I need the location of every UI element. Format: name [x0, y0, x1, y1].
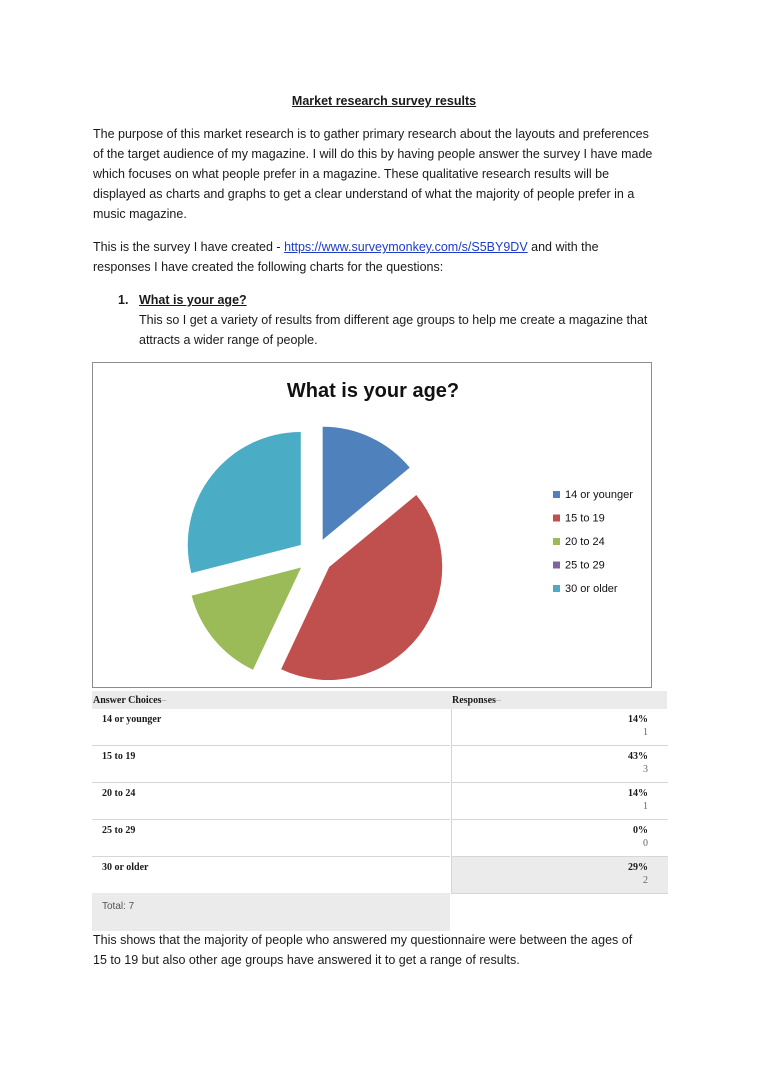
- row-percent: 14%: [628, 714, 648, 725]
- row-count: 3: [643, 764, 648, 775]
- legend-swatch: [553, 491, 560, 498]
- legend-label: 20 to 24: [565, 536, 605, 548]
- pie-slice-15-to-19: [281, 495, 442, 680]
- conclusion-line: This shows that the majority of people who answered my questionnaire were between the ages of: [93, 933, 633, 947]
- survey-line: [93, 237, 685, 257]
- question-number: 1.: [118, 293, 129, 307]
- header-answer-choices: Answer Choices–: [93, 695, 167, 706]
- table-total: [92, 893, 450, 931]
- header-responses: Responses–: [452, 695, 501, 706]
- legend-swatch: [553, 562, 560, 569]
- intro-line: music magazine.: [93, 207, 187, 221]
- legend-item: [553, 583, 618, 595]
- row-count: 2: [643, 875, 648, 886]
- survey-line-2: responses I have created the following charts for the questions:: [93, 260, 444, 274]
- intro-line: which focuses on what people prefer in a magazine. These qualitative research results will be: [93, 167, 610, 181]
- question-desc-line: This so I get a variety of results from different age groups to help me create a magazine that: [139, 313, 648, 327]
- page-title: Market research survey results: [291, 94, 477, 108]
- legend-label: 15 to 19: [565, 512, 605, 525]
- row-percent: 29%: [628, 862, 648, 873]
- intro-line: The purpose of this market research is to gather primary research about the layouts and preferences: [93, 127, 649, 141]
- pie-chart: [93, 363, 651, 687]
- row-percent: 0%: [633, 825, 648, 836]
- survey-link[interactable]: https://www.surveymonkey.com/s/S5BY9DV: [284, 240, 528, 254]
- intro-paragraph: [93, 124, 685, 224]
- total-label: Total: 7: [102, 901, 135, 912]
- question-description: [139, 310, 679, 350]
- question-desc-line: attracts a wider range of people.: [139, 333, 318, 347]
- row-label: 15 to 19: [102, 751, 136, 762]
- row-count: 1: [643, 727, 648, 738]
- survey-paragraph: [93, 237, 685, 277]
- chart-title: What is your age?: [286, 380, 460, 402]
- conclusion-line: 15 to 19 but also other age groups have answered it to get a range of results.: [93, 953, 520, 967]
- legend-swatch: [553, 515, 560, 522]
- row-label: 30 or older: [102, 862, 149, 873]
- survey-prefix: This is the survey I have created -: [93, 240, 285, 254]
- legend-label: 25 to 29: [565, 559, 605, 572]
- row-label: 25 to 29: [102, 825, 136, 836]
- legend-item: [553, 560, 605, 572]
- intro-line: displayed as charts and graphs to get a clear understand of what the majority of people prefer in a: [93, 187, 635, 201]
- question-heading: What is your age?: [139, 293, 247, 307]
- intro-line: of the target audience of my magazine. I will do this by having people answer the survey I have made: [93, 147, 653, 161]
- table-row: [92, 820, 667, 857]
- conclusion-paragraph: [93, 930, 685, 970]
- table-row: [92, 857, 667, 894]
- row-percent: 43%: [628, 751, 648, 762]
- row-count: 1: [643, 801, 648, 812]
- legend-item: [553, 513, 605, 525]
- legend-label: 30 or older: [565, 583, 618, 595]
- pie-chart-box: [92, 362, 652, 688]
- legend-swatch: [553, 585, 560, 592]
- legend-swatch: [553, 538, 560, 545]
- row-label: 20 to 24: [102, 788, 136, 799]
- table-row: [92, 746, 667, 783]
- row-label: 14 or younger: [102, 714, 162, 725]
- table-header: [92, 691, 667, 709]
- pie-slice-20-to-24: [192, 567, 301, 669]
- legend-item: [553, 489, 633, 501]
- pie-slice-30-or-older: [188, 432, 301, 573]
- legend-label: 14 or younger: [565, 489, 633, 501]
- table-row: [92, 709, 667, 746]
- row-percent: 14%: [628, 788, 648, 799]
- table-row: [92, 783, 667, 820]
- legend-item: [553, 536, 605, 548]
- row-count: 0: [643, 838, 648, 849]
- survey-suffix: and with the: [527, 240, 599, 254]
